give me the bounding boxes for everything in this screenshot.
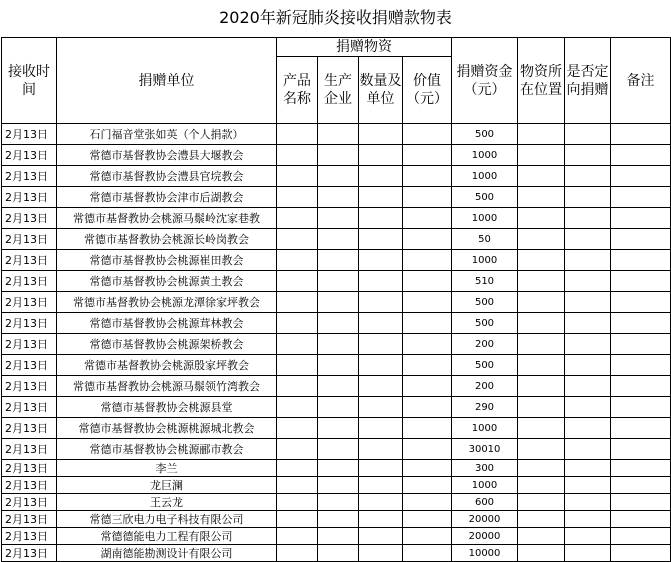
header-producer: 生产企业 [318, 57, 359, 124]
product-cell [277, 334, 318, 355]
directed-cell [565, 418, 611, 439]
location-cell [518, 229, 565, 250]
note-cell [611, 334, 671, 355]
qty-cell [359, 334, 403, 355]
value-cell [403, 208, 452, 229]
note-cell [611, 355, 671, 376]
table-body [2, 124, 671, 562]
value-cell [403, 439, 452, 460]
directed-cell [565, 376, 611, 397]
header-goods-group: 捐赠物资 [277, 38, 452, 57]
product-cell [277, 166, 318, 187]
date-cell: 2月13日 [2, 494, 57, 511]
producer-cell [318, 460, 359, 477]
donor-cell: 龙巨澜 [57, 477, 277, 494]
producer-cell [318, 439, 359, 460]
donor-cell: 常德市基督教协会桃源殷家坪教会 [57, 355, 277, 376]
producer-cell [318, 145, 359, 166]
directed-cell [565, 460, 611, 477]
qty-cell [359, 545, 403, 562]
note-cell [611, 271, 671, 292]
value-cell [403, 229, 452, 250]
product-cell [277, 494, 318, 511]
donor-cell: 常德市基督教协会澧县大堰教会 [57, 145, 277, 166]
donor-cell: 常德市基督教协会桃源茸林教会 [57, 313, 277, 334]
note-cell [611, 418, 671, 439]
qty-cell [359, 355, 403, 376]
value-cell [403, 355, 452, 376]
note-cell [611, 124, 671, 145]
amount-cell: 290 [452, 397, 518, 418]
header-cash: 捐赠资金（元） [452, 38, 518, 124]
qty-cell [359, 494, 403, 511]
date-cell: 2月13日 [2, 187, 57, 208]
location-cell [518, 477, 565, 494]
directed-cell [565, 397, 611, 418]
table-row [2, 477, 671, 494]
directed-cell [565, 292, 611, 313]
amount-cell: 500 [452, 355, 518, 376]
date-cell: 2月13日 [2, 250, 57, 271]
qty-cell [359, 229, 403, 250]
header-product: 产品名称 [277, 57, 318, 124]
table-row [2, 494, 671, 511]
amount-cell: 1000 [452, 166, 518, 187]
amount-cell: 500 [452, 313, 518, 334]
amount-cell: 200 [452, 376, 518, 397]
product-cell [277, 313, 318, 334]
date-cell: 2月13日 [2, 355, 57, 376]
amount-cell: 20000 [452, 528, 518, 545]
qty-cell [359, 511, 403, 528]
date-cell: 2月13日 [2, 208, 57, 229]
amount-cell: 500 [452, 124, 518, 145]
donor-cell: 常德市基督教协会桃源长岭岗教会 [57, 229, 277, 250]
product-cell [277, 477, 318, 494]
producer-cell [318, 477, 359, 494]
amount-cell: 20000 [452, 511, 518, 528]
product-cell [277, 145, 318, 166]
amount-cell: 600 [452, 494, 518, 511]
producer-cell [318, 313, 359, 334]
donation-table [1, 37, 671, 562]
location-cell [518, 292, 565, 313]
value-cell [403, 313, 452, 334]
amount-cell: 50 [452, 229, 518, 250]
directed-cell [565, 187, 611, 208]
header-note: 备注 [611, 38, 671, 124]
location-cell [518, 355, 565, 376]
note-cell [611, 145, 671, 166]
producer-cell [318, 545, 359, 562]
donor-cell: 常德市基督教协会澧县官垸教会 [57, 166, 277, 187]
date-cell: 2月13日 [2, 477, 57, 494]
header-date: 接收时间 [2, 38, 57, 124]
table-row [2, 418, 671, 439]
producer-cell [318, 166, 359, 187]
donor-cell: 常德市基督教协会桃源马鬃领竹湾教会 [57, 376, 277, 397]
value-cell [403, 460, 452, 477]
date-cell: 2月13日 [2, 313, 57, 334]
qty-cell [359, 208, 403, 229]
table-row [2, 250, 671, 271]
table-row [2, 528, 671, 545]
header-directed: 是否定向捐赠 [565, 38, 611, 124]
qty-cell [359, 439, 403, 460]
qty-cell [359, 124, 403, 145]
product-cell [277, 355, 318, 376]
table-row [2, 397, 671, 418]
value-cell [403, 418, 452, 439]
location-cell [518, 397, 565, 418]
product-cell [277, 124, 318, 145]
location-cell [518, 528, 565, 545]
location-cell [518, 439, 565, 460]
note-cell [611, 528, 671, 545]
directed-cell [565, 477, 611, 494]
table-row [2, 271, 671, 292]
table-row [2, 166, 671, 187]
product-cell [277, 528, 318, 545]
date-cell: 2月13日 [2, 528, 57, 545]
amount-cell: 500 [452, 292, 518, 313]
amount-cell: 30010 [452, 439, 518, 460]
location-cell [518, 376, 565, 397]
table-row [2, 187, 671, 208]
value-cell [403, 124, 452, 145]
value-cell [403, 376, 452, 397]
header-qty: 数量及单位 [359, 57, 403, 124]
directed-cell [565, 494, 611, 511]
producer-cell [318, 511, 359, 528]
value-cell [403, 292, 452, 313]
directed-cell [565, 439, 611, 460]
value-cell [403, 187, 452, 208]
donor-cell: 常德市基督教协会桃源马鬃岭沈家巷教 [57, 208, 277, 229]
producer-cell [318, 376, 359, 397]
date-cell: 2月13日 [2, 124, 57, 145]
location-cell [518, 334, 565, 355]
directed-cell [565, 166, 611, 187]
product-cell [277, 439, 318, 460]
table-row [2, 292, 671, 313]
producer-cell [318, 334, 359, 355]
producer-cell [318, 528, 359, 545]
donor-cell: 李兰 [57, 460, 277, 477]
producer-cell [318, 271, 359, 292]
amount-cell: 1000 [452, 418, 518, 439]
producer-cell [318, 355, 359, 376]
value-cell [403, 397, 452, 418]
date-cell: 2月13日 [2, 271, 57, 292]
note-cell [611, 397, 671, 418]
value-cell [403, 511, 452, 528]
product-cell [277, 545, 318, 562]
producer-cell [318, 208, 359, 229]
table-row [2, 460, 671, 477]
donor-cell: 常德市基督教协会桃源桃源城北教会 [57, 418, 277, 439]
location-cell [518, 166, 565, 187]
directed-cell [565, 355, 611, 376]
product-cell [277, 250, 318, 271]
date-cell: 2月13日 [2, 511, 57, 528]
qty-cell [359, 292, 403, 313]
qty-cell [359, 397, 403, 418]
producer-cell [318, 494, 359, 511]
location-cell [518, 250, 565, 271]
producer-cell [318, 187, 359, 208]
date-cell: 2月13日 [2, 145, 57, 166]
donor-cell: 石门福音堂张如英（个人捐款） [57, 124, 277, 145]
directed-cell [565, 145, 611, 166]
qty-cell [359, 313, 403, 334]
directed-cell [565, 229, 611, 250]
location-cell [518, 208, 565, 229]
producer-cell [318, 418, 359, 439]
directed-cell [565, 545, 611, 562]
note-cell [611, 376, 671, 397]
value-cell [403, 166, 452, 187]
qty-cell [359, 477, 403, 494]
directed-cell [565, 511, 611, 528]
product-cell [277, 271, 318, 292]
donor-cell: 王云龙 [57, 494, 277, 511]
location-cell [518, 187, 565, 208]
note-cell [611, 494, 671, 511]
donor-cell: 常德市基督教协会桃源郦市教会 [57, 439, 277, 460]
value-cell [403, 250, 452, 271]
table-row [2, 511, 671, 528]
date-cell: 2月13日 [2, 418, 57, 439]
table-row [2, 545, 671, 562]
donor-cell: 常德市基督教协会桃源架桥教会 [57, 334, 277, 355]
amount-cell: 10000 [452, 545, 518, 562]
product-cell [277, 511, 318, 528]
product-cell [277, 208, 318, 229]
location-cell [518, 124, 565, 145]
date-cell: 2月13日 [2, 545, 57, 562]
directed-cell [565, 250, 611, 271]
note-cell [611, 250, 671, 271]
donor-cell: 常德市基督教协会桃源县堂 [57, 397, 277, 418]
date-cell: 2月13日 [2, 334, 57, 355]
donor-cell: 常德三欣电力电子科技有限公司 [57, 511, 277, 528]
qty-cell [359, 528, 403, 545]
value-cell [403, 477, 452, 494]
donor-cell: 常德市基督教协会津市后湖教会 [57, 187, 277, 208]
amount-cell: 1000 [452, 477, 518, 494]
value-cell [403, 494, 452, 511]
value-cell [403, 271, 452, 292]
donor-cell: 常德市基督教协会桃源龙潭徐家坪教会 [57, 292, 277, 313]
directed-cell [565, 124, 611, 145]
date-cell: 2月13日 [2, 439, 57, 460]
amount-cell: 200 [452, 334, 518, 355]
date-cell: 2月13日 [2, 229, 57, 250]
table-row [2, 145, 671, 166]
note-cell [611, 545, 671, 562]
date-cell: 2月13日 [2, 166, 57, 187]
amount-cell: 1000 [452, 145, 518, 166]
note-cell [611, 460, 671, 477]
value-cell [403, 145, 452, 166]
note-cell [611, 477, 671, 494]
amount-cell: 1000 [452, 250, 518, 271]
product-cell [277, 229, 318, 250]
location-cell [518, 545, 565, 562]
qty-cell [359, 145, 403, 166]
header-value: 价值（元） [403, 57, 452, 124]
note-cell [611, 292, 671, 313]
qty-cell [359, 460, 403, 477]
table-row [2, 208, 671, 229]
note-cell [611, 208, 671, 229]
location-cell [518, 511, 565, 528]
amount-cell: 1000 [452, 208, 518, 229]
note-cell [611, 313, 671, 334]
qty-cell [359, 187, 403, 208]
location-cell [518, 460, 565, 477]
note-cell [611, 511, 671, 528]
directed-cell [565, 334, 611, 355]
header-donor: 捐赠单位 [57, 38, 277, 124]
qty-cell [359, 271, 403, 292]
product-cell [277, 418, 318, 439]
table-row [2, 124, 671, 145]
amount-cell: 510 [452, 271, 518, 292]
note-cell [611, 166, 671, 187]
product-cell [277, 460, 318, 477]
note-cell [611, 439, 671, 460]
producer-cell [318, 124, 359, 145]
value-cell [403, 334, 452, 355]
qty-cell [359, 166, 403, 187]
producer-cell [318, 397, 359, 418]
qty-cell [359, 418, 403, 439]
location-cell [518, 313, 565, 334]
amount-cell: 500 [452, 187, 518, 208]
directed-cell [565, 313, 611, 334]
donor-cell: 常德德能电力工程有限公司 [57, 528, 277, 545]
location-cell [518, 418, 565, 439]
donor-cell: 常德市基督教协会桃源黄土教会 [57, 271, 277, 292]
table-row [2, 376, 671, 397]
header-location: 物资所在位置 [518, 38, 565, 124]
table-row [2, 439, 671, 460]
date-cell: 2月13日 [2, 376, 57, 397]
producer-cell [318, 250, 359, 271]
amount-cell: 300 [452, 460, 518, 477]
location-cell [518, 494, 565, 511]
note-cell [611, 229, 671, 250]
qty-cell [359, 376, 403, 397]
producer-cell [318, 292, 359, 313]
value-cell [403, 528, 452, 545]
product-cell [277, 397, 318, 418]
page-title: 2020年新冠肺炎接收捐赠款物表 [219, 8, 452, 27]
table-row [2, 334, 671, 355]
table-row [2, 229, 671, 250]
date-cell: 2月13日 [2, 460, 57, 477]
qty-cell [359, 250, 403, 271]
product-cell [277, 376, 318, 397]
date-cell: 2月13日 [2, 292, 57, 313]
location-cell [518, 271, 565, 292]
directed-cell [565, 271, 611, 292]
product-cell [277, 292, 318, 313]
date-cell: 2月13日 [2, 397, 57, 418]
table-row [2, 355, 671, 376]
value-cell [403, 545, 452, 562]
directed-cell [565, 528, 611, 545]
table-row [2, 313, 671, 334]
note-cell [611, 187, 671, 208]
location-cell [518, 145, 565, 166]
donor-cell: 湖南德能勘测设计有限公司 [57, 545, 277, 562]
product-cell [277, 187, 318, 208]
donor-cell: 常德市基督教协会桃源崔田教会 [57, 250, 277, 271]
producer-cell [318, 229, 359, 250]
directed-cell [565, 208, 611, 229]
